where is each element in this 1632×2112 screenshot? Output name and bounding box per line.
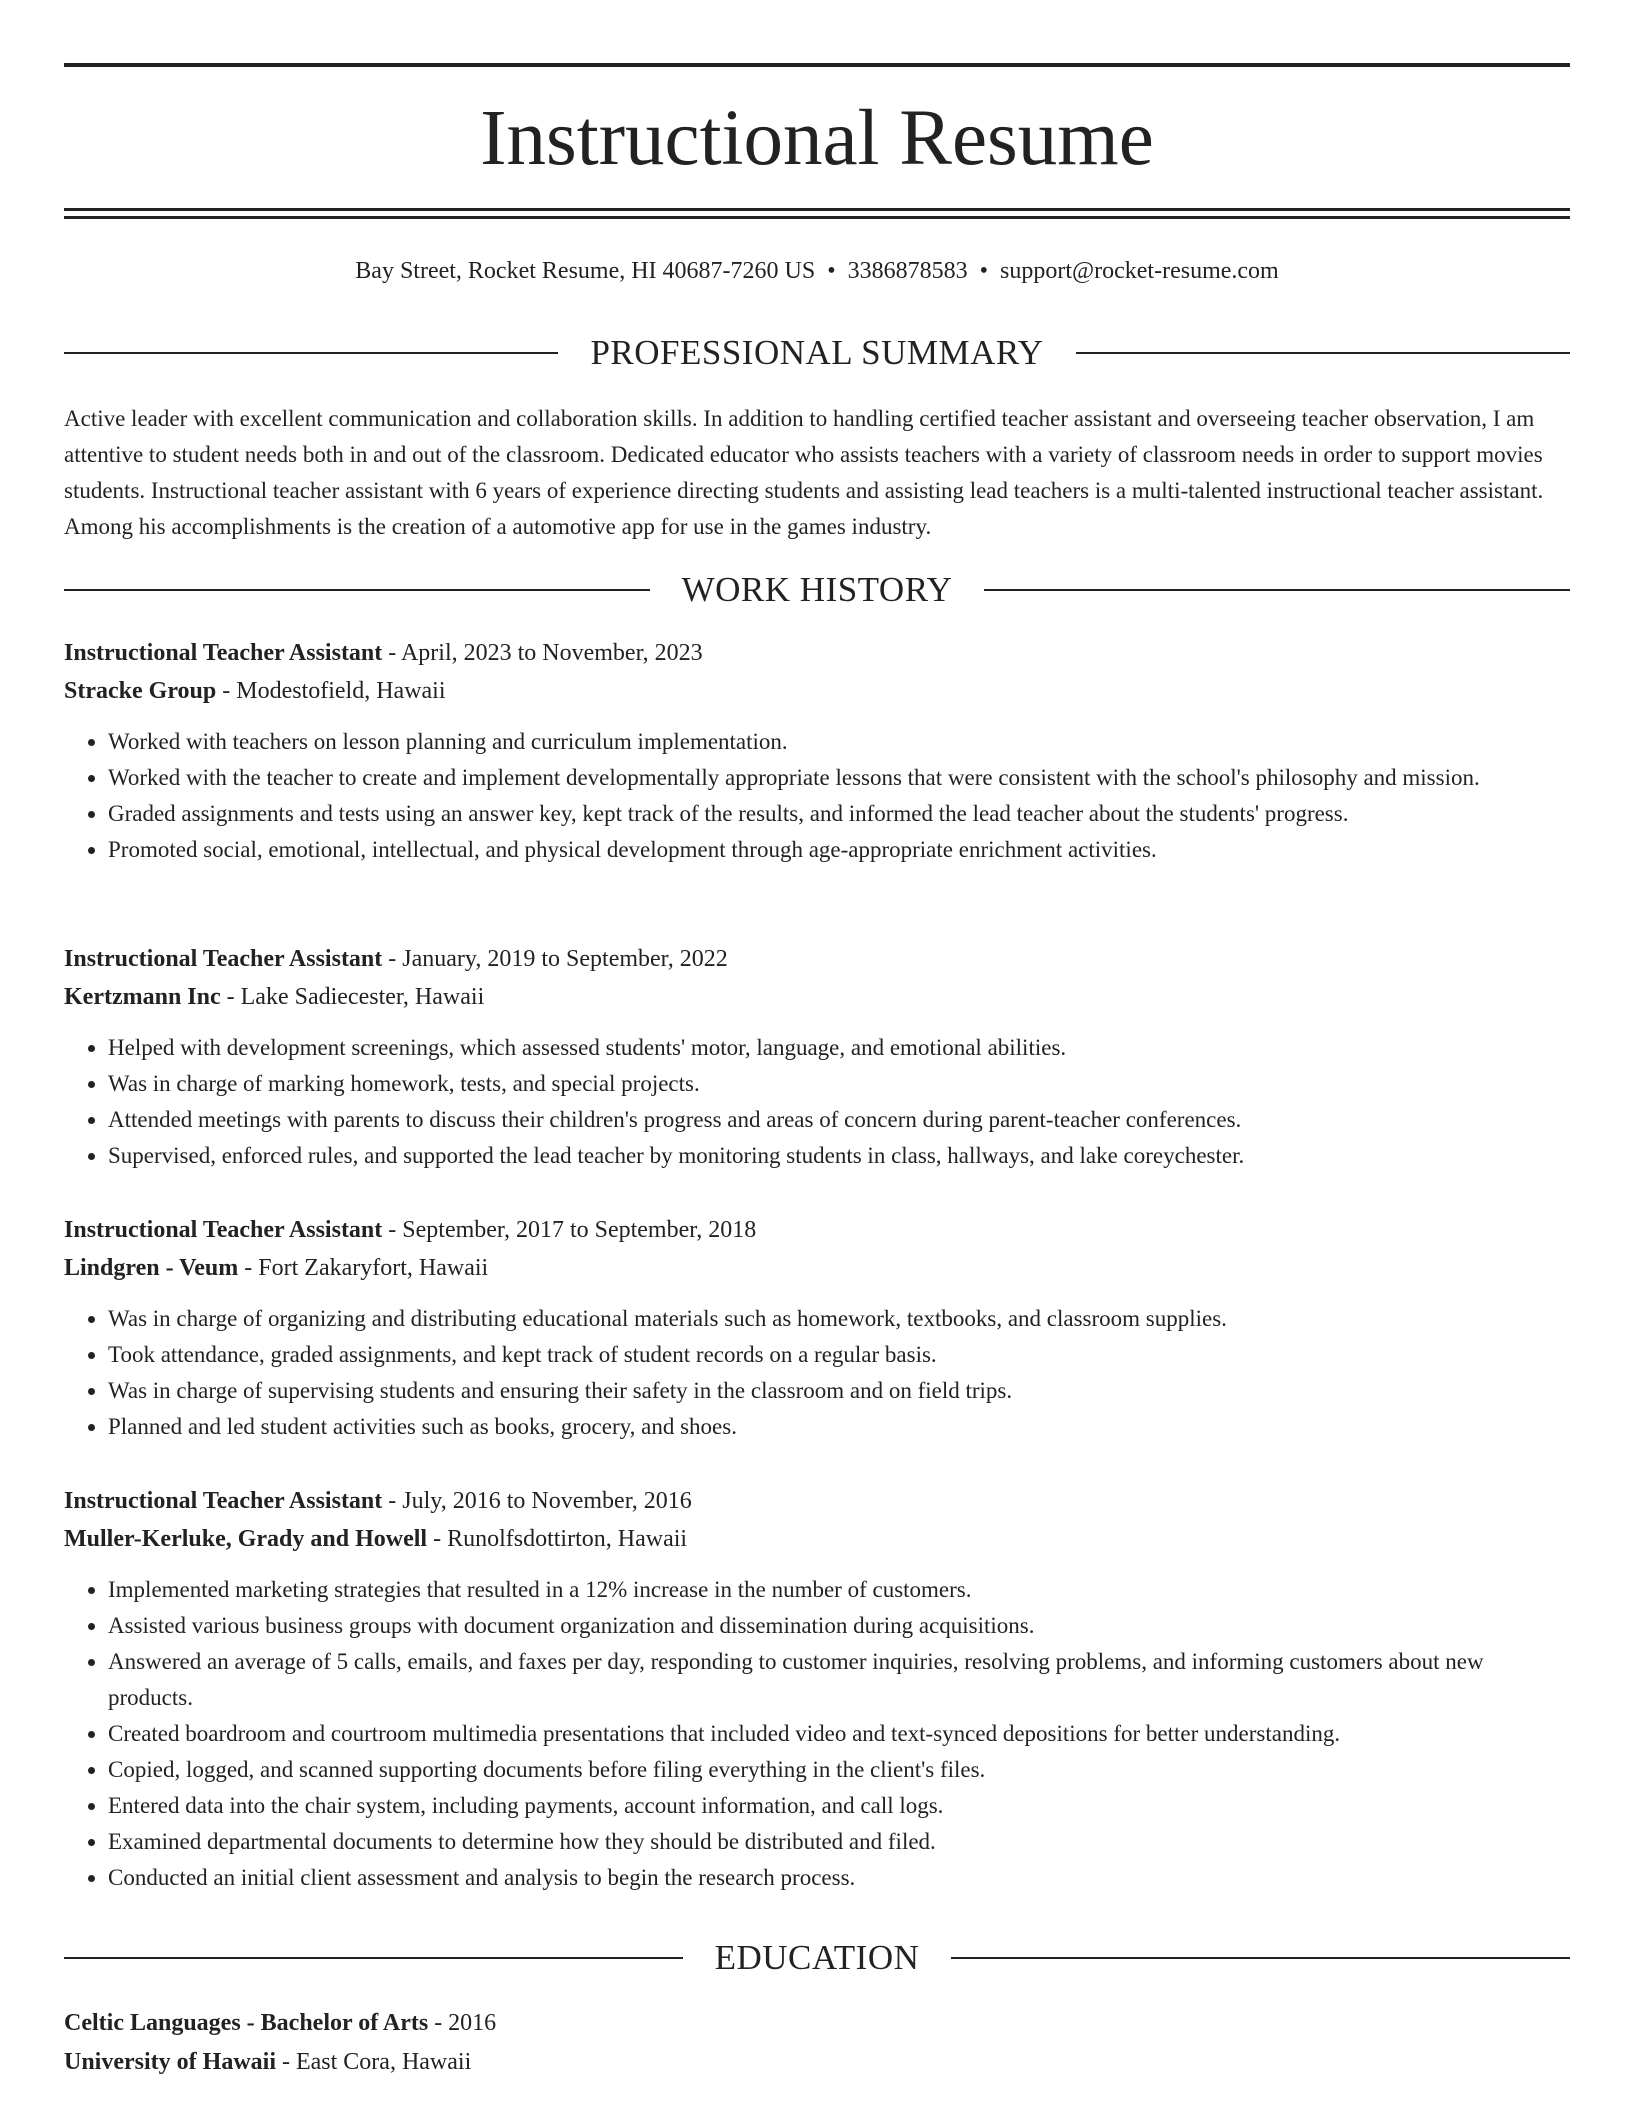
summary-paragraph: Active leader with excellent communication and collaboration skills. In addition to handling certified teacher assistant and overseeing teacher observation, I am attentive to student needs both in and out of the classroom. Dedicated educator who assists teachers with a variety of classroom needs in order to support movies students. Instructional teacher assistant with 6 years of experience directing students and assisting lead teachers is a multi-talented instructional teacher assistant. Among his accomplishments is the creation of a automotive app for use in the games industry. bbox=[64, 406, 1544, 539]
job-dates: - September, 2017 to September, 2018 bbox=[382, 1217, 757, 1243]
job-location: - Runolfsdottirton, Hawaii bbox=[427, 1526, 688, 1552]
job-bullet: • Was in charge of supervising students and ensuring their safety in the classroom and on field trips. bbox=[108, 1373, 1570, 1409]
education-school-line bbox=[64, 2043, 1570, 2082]
job-title-line bbox=[64, 940, 1570, 978]
contact-separator: • bbox=[827, 258, 836, 284]
job-bullet: • Examined departmental documents to determine how they should be distributed and filed. bbox=[108, 1824, 1570, 1860]
job-company: Lindgren - Veum bbox=[64, 1255, 239, 1281]
job-company: Muller-Kerluke, Grady and Howell bbox=[64, 1526, 428, 1552]
section-header-work bbox=[64, 568, 1570, 612]
section-rule-left bbox=[64, 352, 558, 354]
section-rule-left bbox=[64, 1957, 683, 1959]
section-heading-education: EDUCATION bbox=[714, 1938, 920, 1977]
job-bullet: • Conducted an initial client assessment and analysis to begin the research process. bbox=[108, 1860, 1570, 1896]
education-location: - East Cora, Hawaii bbox=[275, 2049, 472, 2075]
job-company-line bbox=[64, 978, 1570, 1016]
job-company-line bbox=[64, 1520, 1570, 1558]
section-header-summary bbox=[64, 331, 1570, 375]
section-rule-right bbox=[984, 589, 1570, 591]
job-company-line bbox=[64, 1249, 1570, 1287]
job-bullet: • Was in charge of marking homework, tests, and special projects. bbox=[108, 1066, 1570, 1102]
section-header-education bbox=[64, 1936, 1570, 1980]
job-location: - Lake Sadiecester, Hawaii bbox=[220, 984, 485, 1010]
title-rule-upper bbox=[64, 208, 1570, 211]
job-bullet: • Worked with the teacher to create and implement developmentally appropriate lessons that were consistent with the school's philosophy and mission. bbox=[108, 760, 1570, 796]
job-location: - Modestofield, Hawaii bbox=[216, 678, 446, 704]
job-bullets bbox=[64, 1572, 1570, 1896]
contact-address: Bay Street, Rocket Resume, HI 40687-7260 US bbox=[355, 258, 816, 284]
job-title: Instructional Teacher Assistant bbox=[64, 1217, 383, 1243]
job-bullets bbox=[64, 1030, 1570, 1174]
top-rule bbox=[64, 63, 1570, 67]
job-bullet: • Assisted various business groups with document organization and dissemination during acquisitions. bbox=[108, 1608, 1570, 1644]
education-year: - 2016 bbox=[428, 2010, 497, 2036]
job-bullets bbox=[64, 1301, 1570, 1445]
job-bullet: • Planned and led student activities such as books, grocery, and shoes. bbox=[108, 1409, 1570, 1445]
job-bullet: • Graded assignments and tests using an answer key, kept track of the results, and informed the lead teacher about the students' progress. bbox=[108, 796, 1570, 832]
education-entry bbox=[64, 2004, 1570, 2082]
section-heading-summary: PROFESSIONAL SUMMARY bbox=[590, 333, 1044, 372]
job-bullet: • Answered an average of 5 calls, emails, and faxes per day, responding to customer inquiries, resolving problems, and informing customers about new products. bbox=[108, 1644, 1570, 1716]
job-bullet: • Helped with development screenings, which assessed students' motor, language, and emotional abilities. bbox=[108, 1030, 1570, 1066]
job-entry bbox=[64, 634, 1570, 868]
job-title: Instructional Teacher Assistant bbox=[64, 1488, 383, 1514]
job-title-line bbox=[64, 1211, 1570, 1249]
job-bullet: • Supervised, enforced rules, and supported the lead teacher by monitoring students in class, hallways, and lake coreychester. bbox=[108, 1138, 1570, 1174]
contact-phone: 3386878583 bbox=[847, 258, 968, 284]
section-rule-left bbox=[64, 589, 650, 591]
resume-title: Instructional Resume bbox=[480, 95, 1154, 182]
job-dates: - July, 2016 to November, 2016 bbox=[382, 1488, 692, 1514]
job-bullet: • Implemented marketing strategies that resulted in a 12% increase in the number of customers. bbox=[108, 1572, 1570, 1608]
job-bullet: • Took attendance, graded assignments, and kept track of student records on a regular basis. bbox=[108, 1337, 1570, 1373]
title-rule-lower bbox=[64, 216, 1570, 219]
job-bullet: • Copied, logged, and scanned supporting documents before filing everything in the client's files. bbox=[108, 1752, 1570, 1788]
job-entry bbox=[64, 1211, 1570, 1445]
job-title-line bbox=[64, 634, 1570, 672]
job-company: Kertzmann Inc bbox=[64, 984, 221, 1010]
job-entry bbox=[64, 940, 1570, 1174]
job-dates: - January, 2019 to September, 2022 bbox=[382, 946, 728, 972]
contact-email: support@rocket-resume.com bbox=[1000, 258, 1279, 284]
job-bullet: • Created boardroom and courtroom multimedia presentations that included video and text-synced depositions for better understanding. bbox=[108, 1716, 1570, 1752]
education-degree: Celtic Languages - Bachelor of Arts bbox=[64, 2010, 429, 2036]
education-school: University of Hawaii bbox=[64, 2049, 276, 2075]
section-rule-right bbox=[1076, 352, 1570, 354]
job-entry bbox=[64, 1482, 1570, 1896]
job-bullet: • Entered data into the chair system, including payments, account information, and call logs. bbox=[108, 1788, 1570, 1824]
section-rule-right bbox=[951, 1957, 1570, 1959]
contact-separator: • bbox=[979, 258, 989, 284]
job-bullet: • Worked with teachers on lesson planning and curriculum implementation. bbox=[108, 724, 1570, 760]
job-title-line bbox=[64, 1482, 1570, 1520]
contact-line bbox=[64, 254, 1570, 288]
job-dates: - April, 2023 to November, 2023 bbox=[382, 640, 703, 666]
section-heading-work: WORK HISTORY bbox=[681, 570, 953, 609]
job-company: Stracke Group bbox=[64, 678, 217, 704]
job-title: Instructional Teacher Assistant bbox=[64, 640, 383, 666]
job-bullet: • Attended meetings with parents to discuss their children's progress and areas of concern during parent-teacher conferences. bbox=[108, 1102, 1570, 1138]
job-bullet: • Promoted social, emotional, intellectual, and physical development through age-appropriate enrichment activities. bbox=[108, 832, 1570, 868]
job-company-line bbox=[64, 672, 1570, 710]
job-title: Instructional Teacher Assistant bbox=[64, 946, 383, 972]
job-bullets bbox=[64, 724, 1570, 868]
job-location: - Fort Zakaryfort, Hawaii bbox=[238, 1255, 489, 1281]
education-degree-line bbox=[64, 2004, 1570, 2043]
job-bullet: • Was in charge of organizing and distributing educational materials such as homework, textbooks, and classroom supplies. bbox=[108, 1301, 1570, 1337]
